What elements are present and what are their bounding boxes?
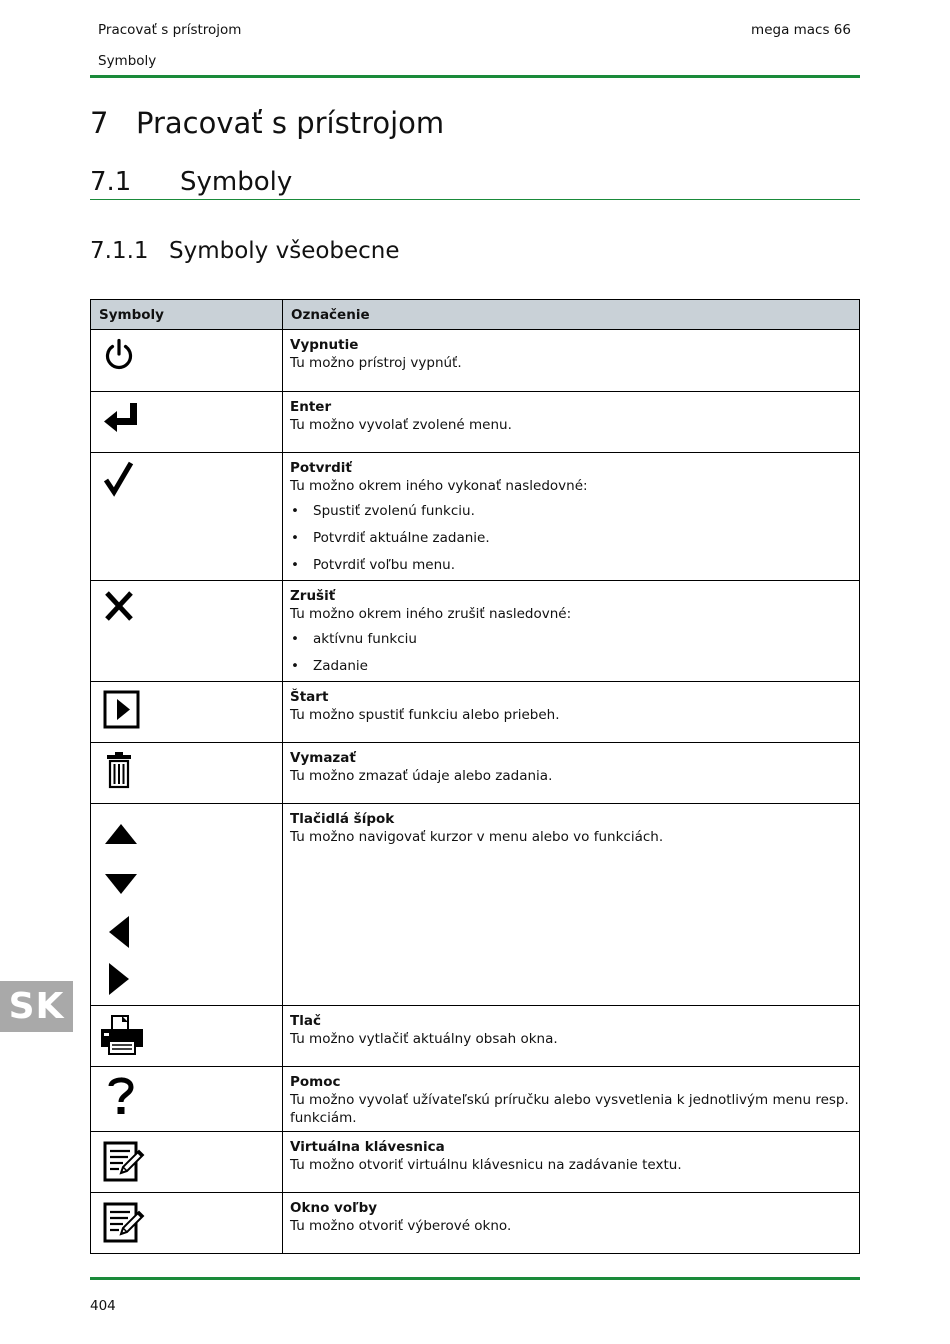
help-icon	[107, 1075, 135, 1117]
section-heading	[90, 167, 292, 197]
language-tab: SK	[0, 981, 73, 1032]
table-row	[91, 330, 860, 392]
chapter-title: Pracovať s prístrojom	[136, 106, 445, 140]
section-divider	[90, 199, 860, 200]
chapter-heading	[90, 106, 444, 140]
symbol-title: Vymazať	[290, 750, 356, 766]
symbol-title: Pomoc	[290, 1074, 341, 1090]
header-divider	[90, 75, 860, 78]
section-title: Symboly	[180, 167, 293, 197]
list-item: • Potvrdiť aktuálne zadanie.	[290, 529, 852, 547]
list-item: • Potvrdiť voľbu menu.	[290, 556, 852, 574]
symbol-description: Tu možno vytlačiť aktuálny obsah okna.	[290, 1031, 558, 1047]
list-item: • Spustiť zvolenú funkciu.	[290, 502, 852, 520]
power-icon	[103, 338, 135, 372]
arrow-up-icon	[103, 820, 139, 856]
symbol-description: Tu možno navigovať kurzor v menu alebo vo funkciách.	[290, 829, 664, 845]
subsection-title: Symboly všeobecne	[169, 238, 400, 264]
start-icon	[103, 690, 141, 730]
symbol-title: Zrušiť	[290, 588, 336, 604]
header-product: mega macs 66	[751, 22, 851, 38]
symbol-title: Okno voľby	[290, 1200, 378, 1216]
symbols-table	[90, 299, 860, 1254]
footer-divider	[90, 1277, 860, 1280]
symbol-title: Štart	[290, 689, 329, 705]
symbol-description: Tu možno vyvolať zvolené menu.	[290, 417, 512, 433]
subsection-number: 7.1.1	[90, 238, 149, 264]
table-row	[91, 1006, 860, 1067]
arrow-left-icon	[103, 914, 139, 950]
table-row	[91, 682, 860, 743]
enter-icon	[103, 400, 139, 432]
table-row	[91, 804, 860, 1006]
bullet-list	[290, 502, 852, 574]
symbol-title: Potvrdiť	[290, 460, 352, 476]
trash-icon	[103, 751, 135, 789]
symbol-title: Virtuálna klávesnica	[290, 1139, 445, 1155]
symbol-title: Enter	[290, 399, 332, 415]
header-section: Symboly	[98, 53, 157, 69]
table-row	[91, 453, 860, 581]
table-row	[91, 581, 860, 682]
symbol-title: Tlač	[290, 1013, 321, 1029]
symbol-description: Tu možno otvoriť výberové okno.	[290, 1218, 512, 1234]
symbol-description: Tu možno okrem iného vykonať nasledovné:	[290, 478, 588, 494]
cancel-x-icon	[103, 589, 137, 623]
symbol-description: Tu možno okrem iného zrušiť nasledovné:	[290, 606, 572, 622]
column-header-designation: Označenie	[283, 300, 860, 330]
table-row	[91, 1193, 860, 1254]
table-row	[91, 743, 860, 804]
subsection-heading	[90, 238, 400, 264]
symbol-description: Tu možno otvoriť virtuálnu klávesnicu na zadávanie textu.	[290, 1157, 682, 1173]
bullet-list	[290, 630, 852, 675]
section-number: 7.1	[90, 167, 132, 197]
table-header-row	[91, 300, 860, 330]
symbol-description: Tu možno zmazať údaje alebo zadania.	[290, 768, 553, 784]
list-item: • aktívnu funkciu	[290, 630, 852, 648]
chapter-number: 7	[90, 106, 109, 140]
list-item: • Zadanie	[290, 657, 852, 675]
symbol-description: Tu možno prístroj vypnúť.	[290, 355, 462, 371]
arrow-down-icon	[103, 867, 139, 903]
symbol-description: Tu možno vyvolať užívateľskú príručku alebo vysvetlenia k jednotlivým menu resp. funkciám.	[290, 1092, 849, 1126]
table-row	[91, 1067, 860, 1132]
table-row	[91, 392, 860, 453]
checkmark-icon	[103, 461, 137, 497]
symbol-title: Tlačidlá šípok	[290, 811, 395, 827]
printer-icon	[100, 1014, 144, 1056]
symbol-description: Tu možno spustiť funkciu alebo priebeh.	[290, 707, 560, 723]
edit-document-icon	[103, 1140, 145, 1182]
page-number: 404	[90, 1298, 116, 1314]
symbol-title: Vypnutie	[290, 337, 359, 353]
column-header-symbols: Symboly	[91, 300, 283, 330]
arrow-keys-icon	[103, 820, 276, 997]
arrow-right-icon	[103, 961, 139, 997]
edit-document-icon	[103, 1201, 145, 1243]
table-row	[91, 1132, 860, 1193]
header-chapter: Pracovať s prístrojom	[98, 22, 242, 38]
